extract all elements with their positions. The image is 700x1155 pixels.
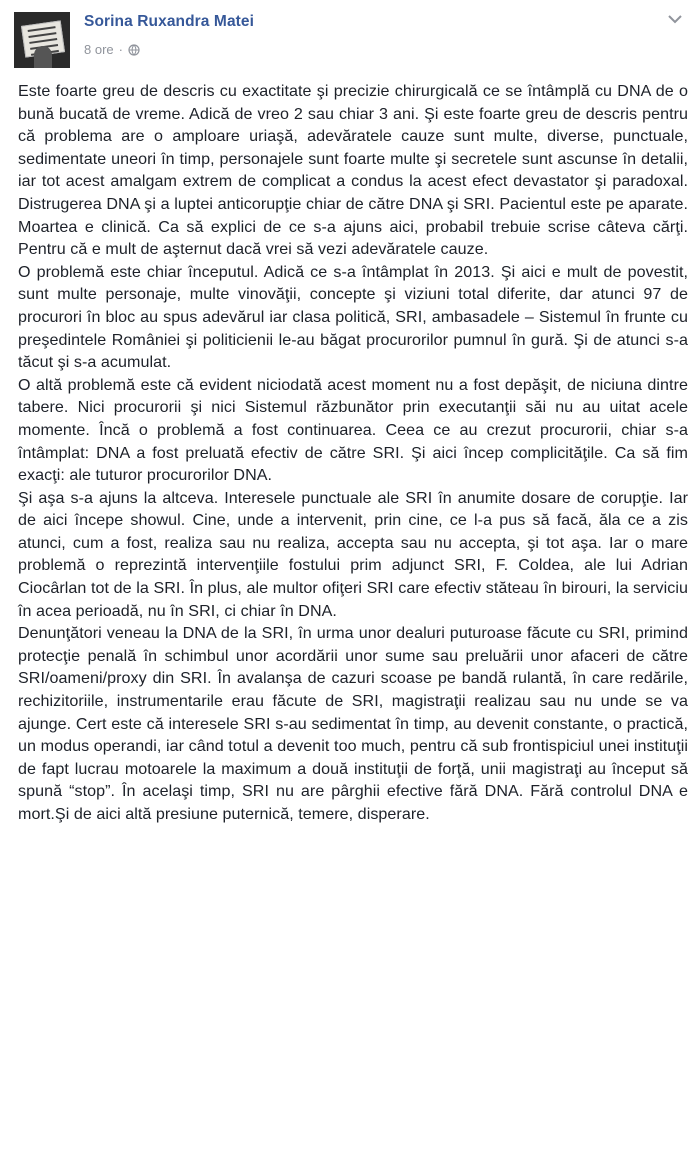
globe-icon[interactable] — [128, 44, 140, 56]
post-paragraph: Şi aşa s-a ajuns la altceva. Interesele punctuale ale SRI în anumite dosare de corupţie. Iar de aici începe showul. Cine, unde a intervenit, prin cine, ce l-a pus să facă, ăla ce a zis atunci, cum a fost, realiza sau nu realiza, accepta sau nu accepta, şi tot aşa. Iar o mare problemă o reprezintă intervenţiile fostului prim adjunct SRI, F. Coldea, ale lui Adrian Ciocârlan tot de la SRI. În plus, ale multor ofiţeri SRI care efectiv stăteau în birouri, la serviciu în acea perioadă, nu în SRI, ci chiar în DNA. — [18, 488, 688, 620]
post-paragraph: Denunţători veneau la DNA de la SRI, în urma unor dealuri puturoase făcute cu SRI, primind protecţie penală în schimbul unor acordării unor sume sau preluării unor afaceri de către SRI/oameni/proxy din SRI. În avalanşa de cazuri scoase pe bandă rulantă, în care redările, rechizitoriile, instrumentarile erau făcute de SRI, magistraţii realizau sau nu unde se va ajunge. Cert este că interesele SRI s-au sedimentat în timp, au devenit constante, o practică, un modus operandi, iar când totul a devenit too much, pentru că sub frontispiciul unei instituţii de fapt lucrau motoarele la maximum a două instituţii de forţă, unii magistraţi au început să spună “stop”. În acelaşi timp, SRI nu are pârghii efective fără DNA. Fără controlul DNA e mort.Şi de aici altă presiune puternică, temere, disperare. — [18, 624, 688, 823]
avatar[interactable] — [14, 12, 70, 68]
post-meta — [84, 42, 140, 57]
person-silhouette — [34, 46, 52, 68]
post-paragraph: O altă problemă este că evident niciodată acest moment nu a fost depăşit, de niciuna dintre tabere. Nici procurorii şi nici Sistemul răzbunător prin executanţii săi nu au uitat acele momente. Încă o problemă a fost continuarea. Ceea ce au crezut procurorii, chiar s-a întâmplat: DNA a fost preluată efectiv de către SRI. Şi aici încep complicităţile. Ca să fim exacţi: ale tuturor procurorilor DNA. — [18, 375, 688, 485]
post-paragraph: Este foarte greu de descris cu exactitate şi precizie chirurgicală ce se întâmplă cu DNA de o bună bucată de vreme. Adică de vreo 2 sau chiar 3 ani. Şi este foarte greu de descris pentru că problema are o amploare uriaşă, adevăratele cauze sunt multe, diverse, punctuale, sedimentate uneori în timp, personajele sunt foarte multe şi secretele sunt ascunse în detalii, iar tot acest amalgam extrem de complicat a condus la acest efect devastator şi paradoxal. Distrugerea DNA şi a luptei anticorupţie chiar de către DNA şi SRI. Pacientul este pe aparate. Moartea e clinică. Ca să explici de ce s-a ajuns aici, probabil trebuie scrise câteva cărţi. Pentru că e mult de aşternut dacă vrei să vezi adevăratele cauze. — [18, 82, 688, 259]
author-name[interactable]: Sorina Ruxandra Matei — [84, 13, 255, 30]
post-body — [18, 80, 688, 826]
meta-separator: · — [118, 42, 123, 57]
post-timestamp[interactable]: 8 ore — [84, 42, 114, 57]
post-paragraph: O problemă este chiar începutul. Adică ce s-a întâmplat în 2013. Şi aici e mult de povestit, sunt multe personaje, multe vinovăţii, concepte şi viziuni total diferite, dar atunci 97 de procurori în bloc au spus adevărul iar clasa politică, SRI, ambasadele – Sistemul în frunte cu preşedintele României şi politicienii le-au băgat procurorilor pumnul în gură. Şi de atunci s-a tăcut şi s-a acumulat. — [18, 262, 688, 372]
chevron-down-icon[interactable] — [668, 14, 682, 24]
